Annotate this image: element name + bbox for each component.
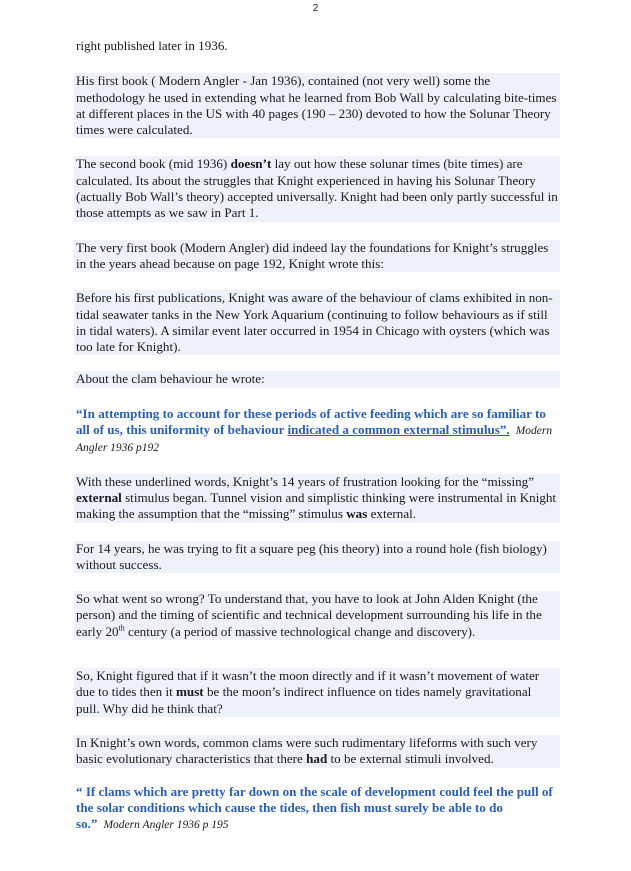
page-number: 2	[312, 3, 319, 14]
document-body	[74, 38, 560, 850]
quote-2-citation: Modern Angler 1936 p 195	[103, 819, 229, 832]
paragraph-7-text-e: external.	[367, 506, 417, 522]
quote-2-text: “ If clams which are pretty far down on the scale of development could feel the pull of the solar conditions which cause the tides, then fish must surely be able to do so.”	[76, 783, 553, 832]
paragraph-6: About the clam behaviour he wrote:	[74, 371, 560, 387]
paragraph-11	[74, 735, 560, 768]
paragraph-10-text-c: be the moon’s indirect influence on tides namely gravitational pull. Why did he think that?	[76, 684, 532, 716]
paragraph-7-text-c: stimulus began. Tunnel vision and simplistic thinking were instrumental in Knight making the assumption that the “missing” stimulus	[76, 489, 557, 522]
paragraph-3	[74, 156, 560, 221]
paragraph-3-text-c: lay out how these solunar times (bite times) are calculated. Its about the struggles that Knight experienced in having his Solunar Theory (actually Bob Wall’s theory) accepted universally. Knight had been only partly successful in those attempts as we saw in Part 1.	[76, 156, 558, 221]
paragraph-9-superscript: th	[118, 623, 125, 633]
paragraph-9-text-b: century (a period of massive technological change and discovery).	[124, 623, 476, 639]
quote-1-citation: Modern Angler 1936 p192	[76, 425, 553, 455]
quote-1	[74, 406, 560, 457]
paragraph-11-bold-had: had	[306, 751, 328, 767]
paragraph-1: right published later in 1936.	[76, 38, 228, 53]
paragraph-7	[74, 474, 560, 523]
paragraph-11-text-c: to be external stimuli involved.	[327, 751, 494, 767]
quote-1-underlined: indicated a common external stimulus”.	[287, 422, 510, 438]
paragraph-7-bold-external: external	[76, 489, 122, 505]
paragraph-4: The very first book (Modern Angler) did indeed lay the foundations for Knight’s struggles in the years ahead because on page 192, Knight wrote this:	[74, 240, 560, 273]
paragraph-9	[74, 591, 560, 640]
paragraph-2: His first book ( Modern Angler - Jan 1936), contained (not very well) some the methodology he used in extending what he learned from Bob Wall by calculating bite-times at different places in the US with 40 pages (190 – 230) devoted to how the Solunar Theory times were calculated.	[74, 73, 560, 138]
paragraph-7-text-a: With these underlined words, Knight’s 14 years of frustration looking for the “missing”	[76, 473, 535, 489]
paragraph-10-text-a: So, Knight figured that if it wasn’t the moon directly and if it wasn’t movement of water due to tides then it	[76, 668, 540, 700]
paragraph-3-bold: doesn’t	[230, 156, 272, 172]
paragraph-9-text-a: So what went so wrong? To understand that, you have to look at John Alden Knight (the person) and the timing of scientific and technical development surrounding his life in the early 20	[76, 591, 542, 639]
paragraph-10-bold-must: must	[176, 684, 204, 700]
paragraph-11-text-a: In Knight’s own words, common clams were such rudimentary lifeforms with such very basic evolutionary characteristics that there	[76, 734, 538, 767]
quote-2	[74, 784, 560, 834]
paragraph-7-bold-was: was	[346, 506, 368, 522]
paragraph-10	[74, 668, 560, 717]
paragraph-5: Before his first publications, Knight was aware of the behaviour of clams exhibited in non-tidal seawater tanks in the New York Aquarium (continuing to follow behaviours as if still in tidal waters). A similar event later occurred in 1954 in Chicago with oysters (which was too late for Knight).	[74, 290, 560, 355]
paragraph-8: For 14 years, he was trying to fit a square peg (his theory) into a round hole (fish biology) without success.	[74, 541, 560, 574]
paragraph-3-text-a: The second book (mid 1936)	[76, 156, 231, 172]
quote-1-text: “In attempting to account for these periods of active feeding which are so familiar to all of us, this uniformity of behaviour	[76, 405, 546, 438]
